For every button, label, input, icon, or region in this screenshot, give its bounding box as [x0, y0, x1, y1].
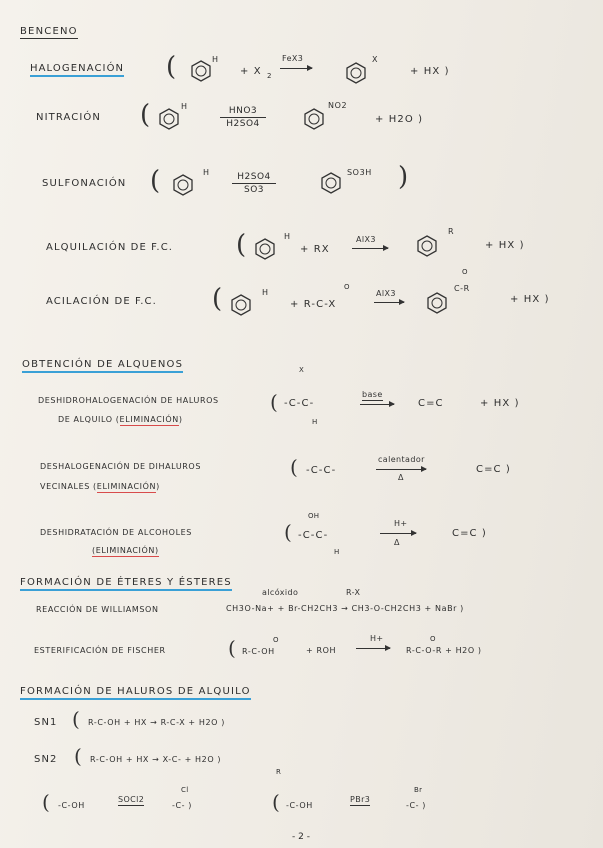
reagent-socl2: SOCl2 — [118, 795, 145, 804]
benzene-ring-icon — [303, 108, 325, 130]
h-substituent: H — [203, 168, 210, 177]
section-title-alquenos: OBTENCIÓN DE ALQUENOS — [22, 359, 183, 373]
open-paren: ( — [290, 455, 298, 479]
reaction-arrow — [352, 248, 388, 249]
section-title-haluros: FORMACIÓN DE HALUROS DE ALQUILO — [20, 686, 251, 700]
x-label: X — [299, 366, 305, 374]
benzene-ring-icon — [172, 174, 194, 196]
eliminacion-tag: ELIMINACIÓN — [119, 415, 179, 424]
benzene-ring-icon — [416, 235, 438, 257]
reagent-h2so4: H2SO4 — [232, 172, 276, 184]
close-paren: ) — [398, 162, 409, 192]
deshidrohalo-label: DESHIDROHALOGENACIÓN DE HALUROS — [38, 396, 219, 405]
condition-acid: H+ — [394, 519, 408, 528]
h-label: H — [312, 418, 318, 426]
section-title-eteres: FORMACIÓN DE ÉTERES Y ÉSTERES — [20, 577, 232, 591]
condition-acid: H+ — [370, 634, 384, 643]
x-substituent: X — [372, 55, 379, 64]
open-paren: ( — [72, 707, 80, 731]
reagent-so3: SO3 — [243, 185, 265, 195]
open-paren: ( — [150, 166, 161, 196]
open-paren: ( — [212, 284, 223, 314]
benzene-ring-icon — [320, 172, 342, 194]
alcohol-reactant: -C-OH — [286, 801, 313, 810]
reaction-arrow — [374, 302, 404, 303]
catalyst-fex3: FeX3 — [282, 54, 304, 63]
product-hx: + HX ) — [485, 240, 525, 251]
reactant-chain: -C-C- — [284, 398, 315, 409]
chloride-product: -C- ) — [172, 801, 193, 810]
benzene-ring-icon — [345, 62, 367, 84]
reagent-h2so4: H2SO4 — [226, 119, 260, 129]
close-paren: ) — [178, 415, 183, 424]
subscript-2: 2 — [267, 72, 272, 80]
h-substituent: H — [284, 232, 291, 241]
reaction-arrow — [360, 404, 394, 405]
eliminacion-tag: ELIMINACIÓN — [96, 482, 157, 491]
no2-substituent: NO2 — [328, 101, 348, 110]
product-alkene: C=C ) — [476, 464, 511, 475]
reaction-arrow — [356, 648, 390, 649]
reagent-acyl-halide: + R-C-X — [290, 299, 337, 310]
open-paren: ( — [270, 390, 278, 414]
conditions-fraction — [232, 172, 276, 195]
reactant-chain: -C-C- — [306, 465, 337, 476]
sn1-equation: R-C-OH + HX → R-C-X + H2O ) — [88, 718, 225, 727]
deshalo-label: DESHALOGENACIÓN DE DIHALUROS — [40, 462, 202, 471]
benzene-ring-icon — [426, 292, 448, 314]
carbonyl-o: O — [462, 268, 468, 276]
bromide-product: -C- ) — [406, 801, 427, 810]
r-substituent: R — [448, 227, 455, 236]
heat-symbol: Δ — [394, 538, 400, 547]
ester-product: R-C-O-R + H2O ) — [406, 646, 482, 655]
sn2-label: SN2 — [34, 754, 58, 765]
benzene-ring-icon — [254, 238, 276, 260]
open-paren: ( — [272, 790, 280, 814]
h-substituent: H — [181, 102, 188, 111]
deshidrohalo-label-2 — [58, 415, 183, 424]
alquilacion-label: ALQUILACIÓN DE F.C. — [46, 242, 174, 253]
reaction-arrow — [376, 469, 426, 470]
acyl-substituent: C-R — [454, 284, 470, 293]
cl-label: Cl — [181, 786, 189, 794]
label-text: VECINALES ( — [40, 482, 97, 491]
deshidrat-label: DESHIDRATACIÓN DE ALCOHOLES — [40, 528, 192, 537]
alcohol-reactant: -C-OH — [58, 801, 85, 810]
open-paren: ( — [236, 230, 247, 260]
catalyst-alx3: AlX3 — [376, 289, 396, 298]
eliminacion-tag: (ELIMINACIÓN) — [92, 546, 159, 555]
catalyst-alx3: AlX3 — [356, 235, 376, 244]
reactant-chain: -C-C- — [298, 530, 329, 541]
product-hx: + HX ) — [480, 398, 520, 409]
nitracion-label: NITRACIÓN — [36, 112, 101, 123]
label-text: DE ALQUILO ( — [58, 415, 120, 424]
open-paren: ( — [166, 52, 177, 82]
carboxylic-acid: R-C-OH — [242, 647, 275, 656]
close-paren: ) — [156, 482, 160, 491]
product-hx: + HX ) — [410, 66, 450, 77]
alcoxido-note: alcóxido — [262, 588, 299, 597]
reagent-hno3: HNO3 — [220, 106, 266, 118]
williamson-label: REACCIÓN DE WILLIAMSON — [36, 605, 159, 614]
open-paren: ( — [140, 100, 151, 130]
sn2-equation: R-C-OH + HX → X-C- + H2O ) — [90, 755, 222, 764]
carbonyl-o: O — [273, 636, 279, 644]
condition-base: base — [362, 390, 383, 399]
conditions-fraction — [220, 106, 266, 129]
sn1-label: SN1 — [34, 717, 58, 728]
open-paren: ( — [228, 636, 236, 660]
reagent-x2: + X — [240, 66, 262, 77]
deshalo-label-2 — [40, 482, 160, 491]
page-number: - 2 - — [292, 832, 310, 842]
br-label: Br — [414, 786, 423, 794]
condition-heat: calentador — [378, 455, 425, 464]
heat-symbol: Δ — [398, 473, 404, 482]
reaction-arrow — [380, 533, 416, 534]
benzene-ring-icon — [158, 108, 180, 130]
product-alkene: C=C ) — [452, 528, 487, 539]
product-alkene: C=C — [418, 398, 444, 409]
page-title: BENCENO — [20, 26, 78, 37]
product-h2o: + H2O ) — [375, 114, 424, 125]
fischer-label: ESTERIFICACIÓN DE FISCHER — [34, 646, 166, 655]
open-paren: ( — [284, 520, 292, 544]
carbonyl-o: O — [344, 283, 350, 291]
reagent-pbr3: PBr3 — [350, 795, 371, 804]
haloalkane-note: R-X — [346, 588, 361, 597]
h-label: H — [334, 548, 340, 556]
benzene-ring-icon — [190, 60, 212, 82]
reaction-arrow — [280, 68, 312, 69]
open-paren: ( — [74, 744, 82, 768]
carbonyl-o: O — [430, 635, 436, 643]
oh-label: OH — [308, 512, 320, 520]
acilacion-label: ACILACIÓN DE F.C. — [46, 296, 157, 307]
h-substituent: H — [212, 55, 219, 64]
r-label: R — [276, 768, 282, 776]
so3h-substituent: SO3H — [347, 168, 372, 177]
reagent-rx: + RX — [300, 244, 330, 255]
halogenacion-label: HALOGENACIÓN — [30, 63, 124, 77]
product-hx: + HX ) — [510, 294, 550, 305]
benzene-ring-icon — [230, 294, 252, 316]
williamson-equation: CH3O-Na+ + Br-CH2CH3 → CH3-O-CH2CH3 + NaBr ) — [226, 604, 464, 613]
h-substituent: H — [262, 288, 269, 297]
open-paren: ( — [42, 790, 50, 814]
reagent-alcohol: + ROH — [306, 646, 337, 655]
sulfonacion-label: SULFONACIÓN — [42, 178, 127, 189]
